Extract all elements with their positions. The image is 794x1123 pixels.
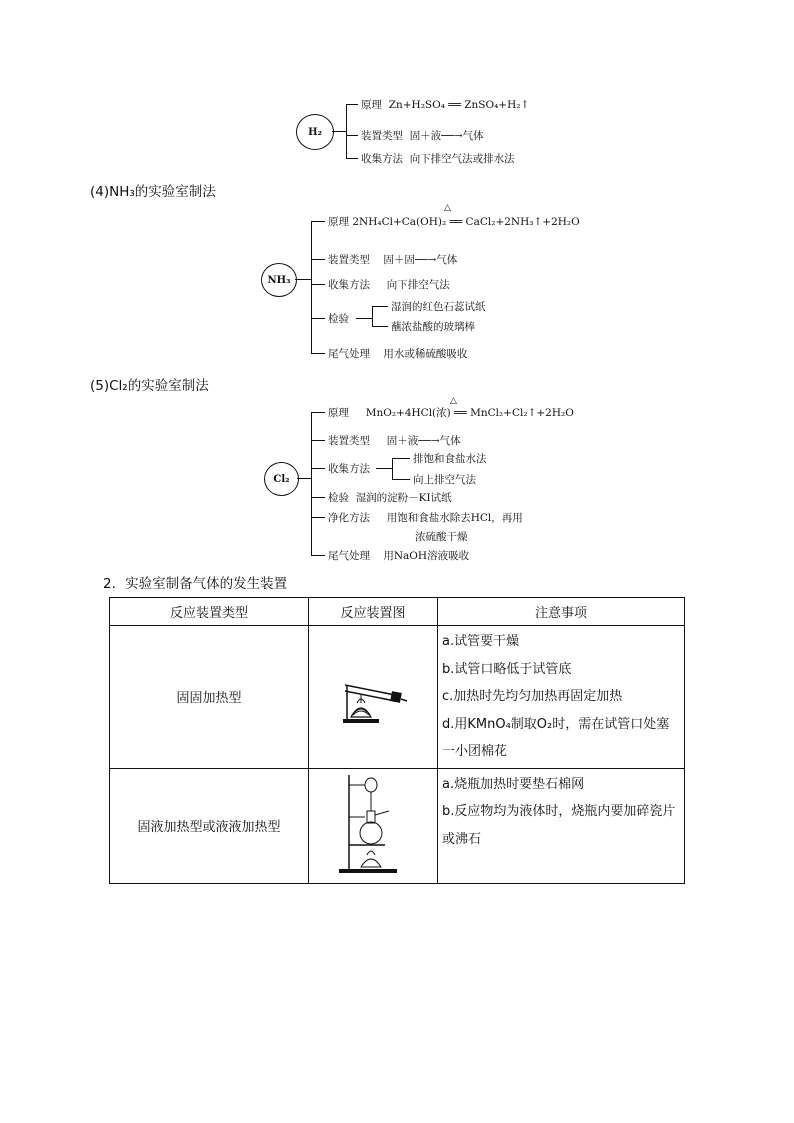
cl2-device: 装置类型 固＋液──→气体 xyxy=(328,435,461,447)
cl2-collect-option-2: 向上排空气法 xyxy=(413,474,476,486)
nh3-heat-mark: △ xyxy=(444,203,451,213)
table-row xyxy=(110,768,685,883)
nh3-device: 装置类型 固＋固──→气体 xyxy=(328,254,458,266)
note-item: c.加热时先均匀加热再固定加热 xyxy=(442,689,623,704)
cl2-heading: (5)Cl₂的实验室制法 xyxy=(90,378,209,394)
note-item: b.反应物均为液体时，烧瓶内要加碎瓷片或沸石 xyxy=(442,804,676,847)
table-cell-type: 固固加热型 xyxy=(110,626,309,769)
note-item: b.试管口略低于试管底 xyxy=(442,661,572,677)
cl2-collect-label: 收集方法 xyxy=(328,463,370,475)
solid-solid-heating-apparatus-icon xyxy=(333,655,413,735)
nh3-tail: 尾气处理 用水或稀硫酸吸收 xyxy=(328,348,468,360)
nh3-test-bracket xyxy=(372,306,373,326)
table-row xyxy=(110,626,685,769)
h2-collect: 收集方法 向下排空气法或排水法 xyxy=(361,153,515,165)
nh3-heading: (4)NH₃的实验室制法 xyxy=(90,184,216,200)
nh3-label: NH₃ xyxy=(267,274,291,286)
note-item: d.用KMnO₄制取O₂时，需在试管口处塞一小团棉花 xyxy=(442,716,670,759)
nh3-test-label: 检验 xyxy=(328,313,349,325)
cl2-label: Cl₂ xyxy=(273,473,290,485)
table-cell-figure xyxy=(309,626,438,769)
table-cell-notes xyxy=(438,768,685,883)
cl2-bracket xyxy=(311,412,312,555)
h2-circle xyxy=(296,114,334,150)
cl2-circle xyxy=(264,462,299,496)
table-cell-figure xyxy=(309,768,438,883)
cl2-principle: 原理 MnO₂+4HCl(浓) ══ MnCl₂+Cl₂↑+2H₂O xyxy=(328,407,574,419)
cl2-heat-mark: △ xyxy=(450,396,457,406)
nh3-test-option-2: 蘸浓盐酸的玻璃棒 xyxy=(391,321,475,333)
nh3-principle: 原理 2NH₄Cl+Ca(OH)₂ ══ CaCl₂+2NH₃↑+2H₂O xyxy=(328,216,580,228)
table-header: 反应装置类型 xyxy=(110,598,309,626)
cl2-collect-bracket xyxy=(392,458,393,479)
nh3-test-option-1: 湿润的红色石蕊试纸 xyxy=(391,301,486,313)
h2-bracket xyxy=(346,104,347,158)
nh3-bracket xyxy=(311,221,312,353)
flask-heating-apparatus-icon xyxy=(333,771,413,877)
cl2-collect-option-1: 排饱和食盐水法 xyxy=(413,453,487,465)
table-header: 反应装置图 xyxy=(309,598,438,626)
h2-device: 装置类型 固＋液──→气体 xyxy=(361,130,484,142)
note-item: a.试管要干燥 xyxy=(442,634,520,649)
table-header: 注意事项 xyxy=(438,598,685,626)
table-header-row xyxy=(110,598,685,626)
h2-connector xyxy=(332,131,346,132)
nh3-collect: 收集方法 向下排空气法 xyxy=(328,279,450,291)
h2-principle: 原理 Zn+H₂SO₄ ══ ZnSO₄+H₂↑ xyxy=(361,99,530,111)
cl2-purify-cont: 浓硫酸干燥 xyxy=(415,531,468,543)
section2-heading: 2．实验室制备气体的发生装置 xyxy=(103,576,288,592)
h2-label: H₂ xyxy=(308,126,322,138)
nh3-circle xyxy=(261,263,297,297)
cl2-purify: 净化方法 用饱和食盐水除去HCl，再用 xyxy=(328,512,523,524)
table-cell-type: 固液加热型或液液加热型 xyxy=(110,768,309,883)
apparatus-table xyxy=(109,597,685,884)
note-item: a.烧瓶加热时要垫石棉网 xyxy=(442,776,585,792)
table-cell-notes xyxy=(438,626,685,769)
cl2-tail: 尾气处理 用NaOH溶液吸收 xyxy=(328,550,470,562)
cl2-test: 检验 湿润的淀粉－KI试纸 xyxy=(328,492,452,504)
